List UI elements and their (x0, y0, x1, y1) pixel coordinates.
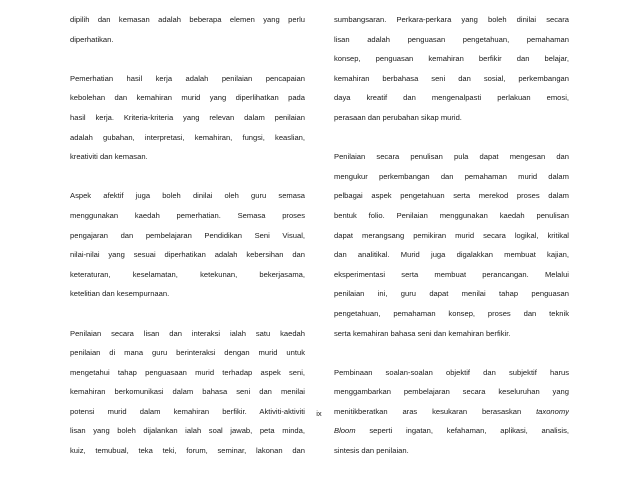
text-line: Aspek afektif juga boleh dinilai oleh guru semasa (70, 191, 305, 201)
paragraph (70, 69, 305, 167)
text-line: eksperimentasi serta membuat perancangan. Melalui (334, 269, 569, 279)
paragraph (334, 10, 569, 128)
text-line: lisan adalah penguasan pengetahuan, pemahaman (334, 34, 569, 44)
text-line: kuiz, temubual, teka teki, forum, seminar, lakonan dan (70, 446, 305, 456)
text-line: mengetahui tahap penguasaan murid terhadap aspek seni, (70, 367, 305, 377)
paragraph-gap (70, 167, 305, 187)
paragraph (70, 186, 305, 304)
text-line: serta kemahiran bahasa seni dan kemahiran berfikir. (334, 328, 511, 338)
text-line: adalah gubahan, interpretasi, kemahiran, fungsi, keaslian, (70, 132, 305, 142)
text-line: kemahiran berkomunikasi dalam bahasa seni dan menilai (70, 387, 305, 397)
text-line: Penilaian secara lisan dan interaksi ialah satu kaedah (70, 328, 305, 338)
text-line: menitikberatkan aras kesukaran berasaskan taxonomy (334, 406, 569, 416)
text-line: hasil kerja. Kriteria-kriteria yang relevan dalam penilaian (70, 112, 305, 122)
text-line: mengukur perkembangan dan pemahaman murid dalam (334, 171, 569, 181)
page-number: ix (316, 409, 322, 418)
text-line: Bloom seperti ingatan, kefahaman, aplikasi, analisis, (334, 426, 569, 436)
text-line: bentuk folio. Penilaian menggunakan kaedah penulisan (334, 210, 569, 220)
text-line: kemahiran berbahasa seni dan sosial, perkembangan (334, 73, 569, 83)
text-line: ketelitian dan kesempurnaan. (70, 289, 170, 299)
text-line: penilaian ini, guru dapat menilai tahap penguasan (334, 289, 569, 299)
text-line: sintesis dan penilaian. (334, 446, 409, 456)
paragraph-gap (70, 49, 305, 69)
text-line: Pemerhatian hasil kerja adalah penilaian pencapaian (70, 73, 305, 83)
text-line: potensi murid dalam kemahiran berfikir. Aktiviti-aktiviti (70, 406, 305, 416)
text-line: konsep, penguasan kemahiran berfikir dan belajar, (334, 54, 569, 64)
text-line: diperhatikan. (70, 34, 114, 44)
right-column (334, 10, 569, 461)
text-line: pelbagai aspek pengetahuan serta merekod proses dalam (334, 191, 569, 201)
text-line: penilaian di mana guru berinteraksi dengan murid untuk (70, 348, 305, 358)
paragraph (334, 147, 569, 343)
text-line: perasaan dan perubahan sikap murid. (334, 112, 462, 122)
text-line: pengajaran dan pembelajaran Pendidikan Seni Visual, (70, 230, 305, 240)
paragraph (70, 10, 305, 49)
text-line: keteraturan, keselamatan, ketekunan, bekerjasama, (70, 269, 305, 279)
paragraph-gap (334, 128, 569, 148)
text-line: Pembinaan soalan-soalan objektif dan subjektif harus (334, 367, 569, 377)
text-line: menggambarkan pembelajaran secara keseluruhan yang (334, 387, 569, 397)
text-line: nilai-nilai yang sesuai diperhatikan adalah kebersihan dan (70, 250, 305, 260)
text-line: dan analitikal. Murid juga digalakkan membuat kajian, (334, 250, 569, 260)
text-line: kebolehan dan kemahiran murid yang diperlihatkan pada (70, 93, 305, 103)
left-column (70, 10, 305, 461)
text-line: daya kreatif dan mengenalpasti perlakuan emosi, (334, 93, 569, 103)
paragraph-gap (334, 343, 569, 363)
paragraph (70, 324, 305, 461)
text-line: menggunakan kaedah pemerhatian. Semasa proses (70, 210, 305, 220)
text-line: dipilih dan kemasan adalah beberapa elemen yang perlu (70, 15, 305, 24)
paragraph-gap (70, 304, 305, 324)
text-line: Penilaian secara penulisan pula dapat mengesan dan (334, 152, 569, 162)
text-line: kreativiti dan kemasan. (70, 152, 148, 162)
text-line: sumbangsaran. Perkara-perkara yang boleh dinilai secara (334, 15, 569, 24)
text-line: pengetahuan, pemahaman konsep, proses dan teknik (334, 308, 569, 318)
text-line: lisan yang boleh dijalankan ialah soal jawab, peta minda, (70, 426, 305, 436)
text-line: dapat merangsang pemikiran murid secara logikal, kritikal (334, 230, 569, 240)
